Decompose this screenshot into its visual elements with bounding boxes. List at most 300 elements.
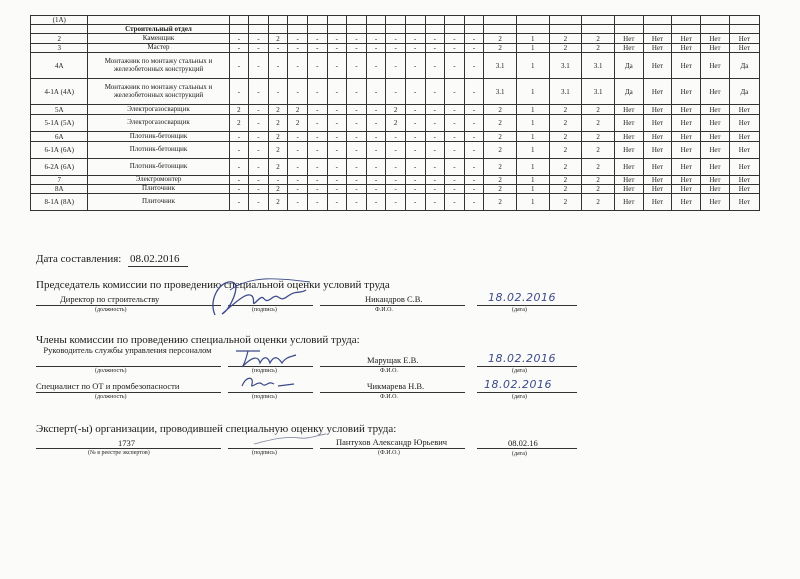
value-cell: Нет [729, 105, 759, 115]
value-cell: 3.1 [549, 79, 582, 105]
expert-caption-sign: (подпись) [252, 450, 277, 456]
value-cell: Да [729, 79, 759, 105]
value-cell: - [445, 194, 465, 211]
value-cell: 2 [484, 105, 517, 115]
value-cell: - [405, 176, 425, 185]
value-cell: 2 [229, 115, 249, 132]
value-cell: Нет [701, 79, 730, 105]
chair-caption-fio: Ф.И.О. [375, 307, 393, 313]
value-cell: Нет [729, 44, 759, 53]
value-cell: - [366, 105, 386, 115]
members-heading: Члены комиссии по проведению специальной оценки условий труда: [36, 334, 360, 346]
value-cell: - [347, 105, 367, 115]
member-2-caption-fio: Ф.И.О. [380, 394, 398, 400]
value-cell: 2 [288, 115, 308, 132]
job-title-cell: Монтажник по монтажу стальных и железобетонных конструкций [88, 79, 229, 105]
value-cell: - [405, 79, 425, 105]
value-cell: - [249, 185, 269, 194]
value-cell: Нет [672, 185, 701, 194]
value-cell: - [405, 159, 425, 176]
value-cell: - [386, 34, 406, 44]
row-number-cell: 2 [31, 34, 88, 44]
value-cell: - [445, 53, 465, 79]
value-cell: - [249, 34, 269, 44]
value-cell: - [307, 142, 327, 159]
value-cell: 2 [268, 105, 288, 115]
value-cell: - [327, 53, 347, 79]
table-row [31, 159, 760, 176]
value-cell: - [229, 176, 249, 185]
row-number-cell: 5-1А (5А) [31, 115, 88, 132]
value-cell: - [425, 115, 445, 132]
value-cell: Нет [701, 176, 730, 185]
member-2-signature [238, 372, 298, 394]
expert-reg-number: 1737 [118, 438, 135, 448]
table-row [31, 185, 760, 194]
value-cell: - [366, 53, 386, 79]
value-cell: 2 [288, 105, 308, 115]
value-cell: 2 [582, 115, 615, 132]
value-cell: - [307, 34, 327, 44]
value-cell: - [366, 132, 386, 142]
value-cell: - [405, 132, 425, 142]
value-cell: Нет [614, 159, 643, 176]
value-cell: Нет [643, 105, 672, 115]
value-cell: - [425, 79, 445, 105]
value-cell: - [405, 142, 425, 159]
value-cell: Нет [701, 44, 730, 53]
value-cell: - [307, 79, 327, 105]
value-cell: - [386, 194, 406, 211]
value-cell: - [386, 142, 406, 159]
expert-signature [250, 428, 330, 450]
value-cell: - [288, 185, 308, 194]
value-cell: Да [614, 53, 643, 79]
value-cell: - [327, 176, 347, 185]
date-value: 08.02.2016 [130, 253, 180, 265]
value-cell: Нет [701, 159, 730, 176]
value-cell: Нет [614, 105, 643, 115]
value-cell: 2 [582, 105, 615, 115]
value-cell: - [229, 159, 249, 176]
value-cell: - [347, 142, 367, 159]
value-cell: - [386, 53, 406, 79]
value-cell: - [307, 132, 327, 142]
value-cell: 2 [484, 176, 517, 185]
value-cell: - [366, 194, 386, 211]
value-cell: 2 [582, 142, 615, 159]
row-number-cell: 4-1А (4А) [31, 79, 88, 105]
member-2-position: Специалист по ОТ и промбезопасности [36, 381, 180, 391]
value-cell: Нет [672, 105, 701, 115]
value-cell: 2 [582, 132, 615, 142]
value-cell: - [327, 142, 347, 159]
value-cell: Нет [672, 53, 701, 79]
value-cell: Нет [701, 194, 730, 211]
value-cell: 2 [484, 115, 517, 132]
value-cell: Нет [701, 132, 730, 142]
value-cell: 1 [516, 176, 549, 185]
chair-caption-position: (должность) [95, 307, 127, 313]
value-cell: - [386, 79, 406, 105]
value-cell: 1 [516, 79, 549, 105]
value-cell: 2 [484, 159, 517, 176]
value-cell: - [347, 115, 367, 132]
value-cell: - [445, 115, 465, 132]
value-cell: - [464, 159, 484, 176]
value-cell: - [445, 79, 465, 105]
value-cell: 3.1 [582, 79, 615, 105]
value-cell: - [405, 185, 425, 194]
value-cell: - [425, 105, 445, 115]
table-row [31, 132, 760, 142]
value-cell: - [464, 176, 484, 185]
value-cell: - [268, 44, 288, 53]
value-cell: 2 [549, 34, 582, 44]
expert-date: 08.02.16 [508, 438, 538, 448]
value-cell: - [327, 79, 347, 105]
value-cell: - [386, 132, 406, 142]
value-cell: - [464, 132, 484, 142]
value-cell: Нет [614, 194, 643, 211]
value-cell: - [249, 79, 269, 105]
value-cell: Нет [701, 185, 730, 194]
value-cell: - [347, 159, 367, 176]
value-cell: 2 [229, 105, 249, 115]
member-1-caption-date: (дата) [512, 368, 527, 374]
value-cell: - [229, 185, 249, 194]
value-cell: - [229, 53, 249, 79]
value-cell: - [347, 44, 367, 53]
value-cell: - [445, 159, 465, 176]
value-cell: Нет [643, 132, 672, 142]
value-cell: 2 [549, 142, 582, 159]
table-row [31, 194, 760, 211]
job-title-cell: Плиточник [88, 185, 229, 194]
value-cell: 2 [268, 159, 288, 176]
value-cell: Нет [729, 176, 759, 185]
value-cell: Нет [672, 142, 701, 159]
value-cell: - [307, 159, 327, 176]
expert-caption-fio: (Ф.И.О.) [378, 450, 400, 456]
value-cell: - [425, 132, 445, 142]
member-2-caption-position: (должность) [95, 394, 127, 400]
value-cell: - [366, 176, 386, 185]
row-number-cell: 5А [31, 105, 88, 115]
chair-date-handwritten: 18.02.2016 [488, 291, 556, 304]
member-2-name: Чикмарева Н.В. [367, 381, 425, 391]
value-cell: 1 [516, 44, 549, 53]
value-cell: - [347, 53, 367, 79]
value-cell: - [464, 194, 484, 211]
value-cell: 2 [549, 105, 582, 115]
value-cell: 2 [484, 185, 517, 194]
value-cell: 2 [268, 132, 288, 142]
value-cell: - [386, 185, 406, 194]
value-cell: - [307, 44, 327, 53]
table-row [31, 105, 760, 115]
value-cell: - [464, 105, 484, 115]
value-cell: Нет [643, 79, 672, 105]
job-title-cell: Каменщик [88, 34, 229, 44]
value-cell: - [249, 176, 269, 185]
row-number-cell: 8А [31, 185, 88, 194]
value-cell: - [249, 159, 269, 176]
value-cell: 2 [268, 115, 288, 132]
table-row [31, 53, 760, 79]
value-cell: - [288, 142, 308, 159]
value-cell: Нет [643, 34, 672, 44]
value-cell: 2 [582, 34, 615, 44]
value-cell: Нет [643, 176, 672, 185]
row-number-cell: 3 [31, 44, 88, 53]
value-cell: Нет [614, 185, 643, 194]
value-cell: - [229, 194, 249, 211]
value-cell: 2 [582, 185, 615, 194]
expert-caption-reg: (№ в реестре экспертов) [88, 450, 150, 456]
value-cell: Нет [643, 53, 672, 79]
value-cell: - [425, 44, 445, 53]
expert-caption-date: (дата) [512, 451, 527, 457]
value-cell: - [445, 176, 465, 185]
value-cell: 3.1 [549, 53, 582, 79]
assessment-table [30, 15, 760, 211]
value-cell: - [229, 79, 249, 105]
value-cell: Нет [614, 132, 643, 142]
value-cell: - [425, 176, 445, 185]
value-cell: Нет [701, 142, 730, 159]
value-cell: Да [729, 53, 759, 79]
value-cell: Нет [643, 159, 672, 176]
value-cell: - [288, 79, 308, 105]
value-cell: - [249, 132, 269, 142]
value-cell: - [405, 34, 425, 44]
row-number-cell: 6А [31, 132, 88, 142]
chair-caption-date: (дата) [512, 307, 527, 313]
value-cell: - [327, 34, 347, 44]
value-cell: 1 [516, 132, 549, 142]
value-cell: 2 [549, 159, 582, 176]
value-cell: Нет [614, 34, 643, 44]
value-cell: - [445, 132, 465, 142]
value-cell: 2 [386, 105, 406, 115]
value-cell: Нет [672, 115, 701, 132]
value-cell: - [464, 79, 484, 105]
value-cell: Нет [614, 115, 643, 132]
value-cell: - [288, 176, 308, 185]
row-number-cell: 6-1А (6А) [31, 142, 88, 159]
value-cell: - [307, 185, 327, 194]
value-cell: - [288, 159, 308, 176]
table-row [31, 176, 760, 185]
value-cell: - [464, 185, 484, 194]
value-cell: - [366, 142, 386, 159]
value-cell: - [425, 142, 445, 159]
value-cell: - [366, 34, 386, 44]
value-cell: 1 [516, 115, 549, 132]
value-cell: - [405, 115, 425, 132]
value-cell: - [327, 115, 347, 132]
value-cell: - [249, 44, 269, 53]
value-cell: Нет [643, 115, 672, 132]
value-cell: - [347, 194, 367, 211]
value-cell: 2 [268, 34, 288, 44]
value-cell: 1 [516, 105, 549, 115]
value-cell: Нет [614, 176, 643, 185]
value-cell: - [268, 79, 288, 105]
value-cell: 1 [516, 194, 549, 211]
value-cell: - [347, 132, 367, 142]
value-cell: - [288, 132, 308, 142]
value-cell: - [464, 115, 484, 132]
member-1-caption-position: (должность) [95, 368, 127, 374]
value-cell: 2 [549, 44, 582, 53]
value-cell: 2 [582, 194, 615, 211]
value-cell: - [464, 44, 484, 53]
table-row [31, 115, 760, 132]
value-cell: - [405, 105, 425, 115]
value-cell: Нет [729, 132, 759, 142]
value-cell: Нет [614, 44, 643, 53]
value-cell: - [249, 142, 269, 159]
chair-name: Никандров С.В. [365, 294, 423, 304]
job-title-cell: Плотник-бетонщик [88, 142, 229, 159]
value-cell: - [347, 176, 367, 185]
value-cell: Нет [643, 185, 672, 194]
value-cell: 2 [549, 132, 582, 142]
chair-heading: Председатель комиссии по проведению специальной оценки условий труда [36, 279, 390, 291]
value-cell: - [366, 44, 386, 53]
value-cell: 2 [484, 132, 517, 142]
job-title-cell: Монтажник по монтажу стальных и железобетонных конструкций [88, 53, 229, 79]
table-row [31, 44, 760, 53]
value-cell: Нет [729, 115, 759, 132]
value-cell: 2 [484, 44, 517, 53]
value-cell: - [386, 176, 406, 185]
member-1-caption-fio: Ф.И.О. [380, 368, 398, 374]
value-cell: 1 [516, 142, 549, 159]
value-cell: Нет [643, 44, 672, 53]
value-cell: Нет [729, 159, 759, 176]
value-cell: Нет [729, 194, 759, 211]
row-number-cell: (1А) [31, 16, 88, 25]
value-cell: Нет [672, 34, 701, 44]
expert-name: Пантухов Александр Юрьевич [336, 437, 448, 447]
row-number-cell: 4А [31, 53, 88, 79]
chair-position: Директор по строительству [60, 294, 160, 304]
value-cell: - [268, 53, 288, 79]
value-cell: - [405, 44, 425, 53]
row-number-cell: 6-2А (6А) [31, 159, 88, 176]
value-cell: Да [614, 79, 643, 105]
value-cell: 1 [516, 53, 549, 79]
value-cell: - [347, 185, 367, 194]
value-cell: - [347, 79, 367, 105]
value-cell: - [307, 105, 327, 115]
section-row [31, 25, 760, 34]
value-cell: - [229, 44, 249, 53]
value-cell: - [249, 115, 269, 132]
table-row [31, 34, 760, 44]
value-cell: - [307, 53, 327, 79]
value-cell: Нет [701, 105, 730, 115]
value-cell: 2 [582, 176, 615, 185]
member-1-signature [232, 345, 302, 370]
value-cell: - [327, 132, 347, 142]
job-title-cell: Плотник-бетонщик [88, 159, 229, 176]
value-cell: Нет [672, 159, 701, 176]
value-cell: - [327, 194, 347, 211]
value-cell: 2 [549, 176, 582, 185]
value-cell: 3.1 [484, 79, 517, 105]
value-cell: - [249, 53, 269, 79]
job-title-cell: Электрогазосварщик [88, 105, 229, 115]
value-cell: 3.1 [484, 53, 517, 79]
value-cell: 2 [582, 159, 615, 176]
value-cell: - [386, 44, 406, 53]
value-cell: Нет [701, 53, 730, 79]
job-title-cell: Электромонтер [88, 176, 229, 185]
date-label: Дата составления: [36, 253, 122, 265]
value-cell: - [366, 159, 386, 176]
value-cell: 3.1 [582, 53, 615, 79]
value-cell: - [386, 159, 406, 176]
value-cell: Нет [701, 115, 730, 132]
chair-caption-sign: (подпись) [252, 307, 277, 313]
member-2-caption-sign: (подпись) [252, 394, 277, 400]
value-cell: Нет [672, 194, 701, 211]
value-cell: - [405, 194, 425, 211]
value-cell: - [288, 194, 308, 211]
value-cell: - [288, 44, 308, 53]
value-cell: - [405, 53, 425, 79]
job-title-cell: Мастер [88, 44, 229, 53]
member-1-date-handwritten: 18.02.2016 [488, 352, 556, 365]
value-cell: - [445, 34, 465, 44]
job-title-cell: Электрогазосварщик [88, 115, 229, 132]
value-cell: - [288, 34, 308, 44]
value-cell: 2 [549, 194, 582, 211]
value-cell: 2 [484, 194, 517, 211]
value-cell: 2 [582, 44, 615, 53]
member-1-caption-sign: (подпись) [252, 368, 277, 374]
value-cell: Нет [729, 142, 759, 159]
value-cell: 2 [268, 185, 288, 194]
value-cell: - [445, 142, 465, 159]
value-cell: - [249, 105, 269, 115]
value-cell: - [327, 105, 347, 115]
value-cell: 2 [386, 115, 406, 132]
chair-signature [200, 270, 320, 325]
value-cell: - [445, 44, 465, 53]
value-cell: - [464, 34, 484, 44]
value-cell: - [464, 53, 484, 79]
value-cell: Нет [643, 142, 672, 159]
table-row-top [31, 16, 760, 25]
value-cell: 1 [516, 185, 549, 194]
value-cell: 2 [268, 142, 288, 159]
value-cell: - [445, 185, 465, 194]
value-cell: Нет [701, 34, 730, 44]
value-cell: - [327, 159, 347, 176]
row-number-cell: 7 [31, 176, 88, 185]
value-cell: Нет [729, 185, 759, 194]
value-cell: 2 [268, 194, 288, 211]
value-cell: Нет [614, 142, 643, 159]
value-cell: - [366, 115, 386, 132]
value-cell: Нет [672, 79, 701, 105]
value-cell: - [327, 44, 347, 53]
